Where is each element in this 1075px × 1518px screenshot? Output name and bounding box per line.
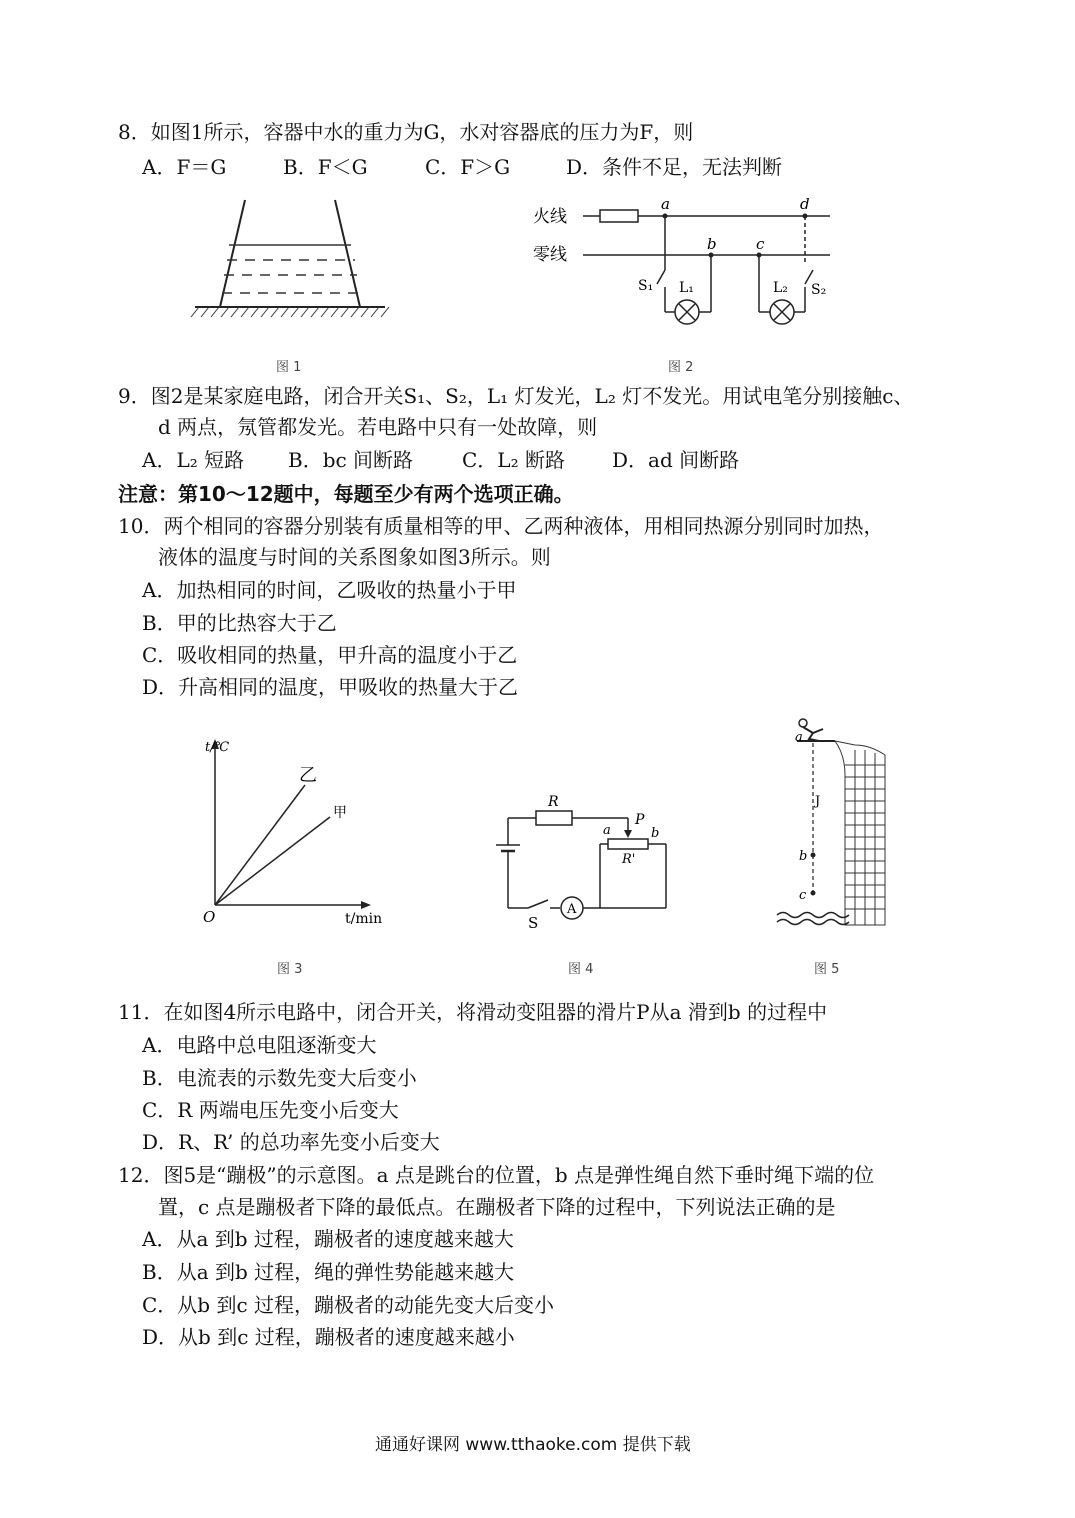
point-a-label: a [661, 195, 670, 213]
figure-3-caption: 图 3 [277, 962, 303, 977]
resistor-r-icon [536, 811, 572, 825]
q11-stem: 11．在如图4所示电路中，闭合开关，将滑动变阻器的滑片P从a 滑到b 的过程中 [118, 1000, 828, 1024]
resistor-r-label: R [548, 794, 559, 810]
q8-option-b: B．F＜G [283, 155, 368, 179]
y-axis-label: t/℃ [205, 740, 230, 755]
figure-2-caption: 图 2 [668, 360, 694, 375]
figure-5-caption: 图 5 [814, 962, 840, 977]
q10-option-d: D．升高相同的温度，甲吸收的热量大于乙 [142, 675, 519, 699]
switch-s2-label: S₂ [811, 282, 827, 298]
q12-option-a: A．从a 到b 过程，蹦极者的速度越来越大 [142, 1227, 514, 1251]
figure-5-bungee [775, 715, 900, 935]
end-a-label: a [603, 823, 611, 838]
lamp-l2-label: L₂ [773, 280, 788, 296]
q8-option-d: D．条件不足，无法判断 [566, 155, 783, 179]
rope-mark: J [815, 794, 821, 809]
lamp-l1-label: L₁ [679, 280, 694, 296]
origin-label: O [203, 908, 216, 926]
q9-stem-line2: d 两点，氖管都发光。若电路中只有一处故障，则 [158, 415, 598, 439]
point-b-label: b [799, 849, 808, 864]
end-b-label: b [651, 826, 660, 841]
point-c-label: c [756, 235, 765, 253]
point-a-label: a [795, 730, 803, 745]
line-jia [215, 817, 330, 905]
figure-2-household-circuit [525, 192, 845, 337]
slider-p-label: P [635, 812, 645, 828]
q10-option-b: B．甲的比热容大于乙 [142, 611, 337, 635]
q12-stem-line1: 12．图5是“蹦极”的示意图。a 点是跳台的位置，b 点是弹性绳自然下垂时绳下端的位 [118, 1163, 875, 1187]
figure-1-caption: 图 1 [276, 360, 302, 375]
figure-4-rheostat-circuit [488, 790, 683, 935]
point-c-label: c [799, 888, 807, 903]
series-jia-label: 甲 [333, 805, 347, 821]
figure-1-container [185, 195, 395, 335]
q11-option-c: C．R 两端电压先变小后变大 [142, 1098, 399, 1122]
ammeter-label: A [567, 902, 577, 917]
water-icon [777, 913, 849, 918]
q11-option-d: D．R、R’ 的总功率先变小后变大 [142, 1130, 440, 1154]
point-b-label: b [707, 235, 717, 253]
rheostat-icon [608, 839, 648, 849]
q10-stem-line1: 10．两个相同的容器分别装有质量相等的甲、乙两种液体，用相同热源分别同时加热， [118, 514, 884, 538]
q11-option-b: B．电流表的示数先变大后变小 [142, 1066, 417, 1090]
neutral-wire-label: 零线 [533, 245, 567, 265]
figure-4-caption: 图 4 [568, 962, 594, 977]
q12-option-c: C．从b 到c 过程，蹦极者的动能先变大后变小 [142, 1293, 555, 1317]
multi-answer-note: 注意：第10～12题中，每题至少有两个选项正确。 [118, 482, 574, 506]
rheostat-r-prime-label: R' [622, 852, 636, 867]
q10-option-c: C．吸收相同的热量，甲升高的温度小于乙 [142, 643, 518, 667]
switch-s-icon [528, 900, 548, 908]
figure-3-temperature-graph [195, 735, 400, 935]
cliff-icon [835, 741, 885, 925]
x-axis-label: t/min [345, 911, 383, 927]
q8-option-a: A．F＝G [142, 155, 227, 179]
line-yi [215, 785, 305, 905]
switch-s1-label: S₁ [638, 278, 654, 294]
q12-option-d: D．从b 到c 过程，蹦极者的速度越来越小 [142, 1325, 515, 1349]
fuse-icon [600, 210, 638, 222]
q11-option-a: A．电路中总电阻逐渐变大 [142, 1033, 377, 1057]
series-yi-label: 乙 [299, 765, 317, 786]
footer-text: 通通好课网 www.tthaoke.com 提供下载 [375, 1435, 691, 1455]
switch-s-label: S [528, 914, 539, 932]
q9-option-c: C．L₂ 断路 [462, 448, 565, 472]
q9-option-a: A．L₂ 短路 [142, 448, 245, 472]
jumper-icon [799, 719, 807, 727]
q9-option-d: D．ad 间断路 [612, 448, 740, 472]
point-d-label: d [800, 195, 810, 213]
q8-option-c: C．F＞G [425, 155, 511, 179]
q8-stem: 8．如图1所示，容器中水的重力为G，水对容器底的压力为F，则 [118, 120, 694, 144]
q12-stem-line2: 置，c 点是蹦极者下降的最低点。在蹦极者下降的过程中，下列说法正确的是 [158, 1195, 836, 1219]
q9-option-b: B．bc 间断路 [288, 448, 414, 472]
q12-option-b: B．从a 到b 过程，绳的弹性势能越来越大 [142, 1260, 515, 1284]
live-wire-label: 火线 [533, 207, 567, 227]
q9-stem-line1: 9．图2是某家庭电路，闭合开关S₁、S₂，L₁ 灯发光，L₂ 灯不发光。用试电笔分别接触c、 [118, 384, 914, 408]
q10-option-a: A．加热相同的时间，乙吸收的热量小于甲 [142, 578, 517, 602]
q10-stem-line2: 液体的温度与时间的关系图象如图3所示。则 [158, 545, 551, 569]
